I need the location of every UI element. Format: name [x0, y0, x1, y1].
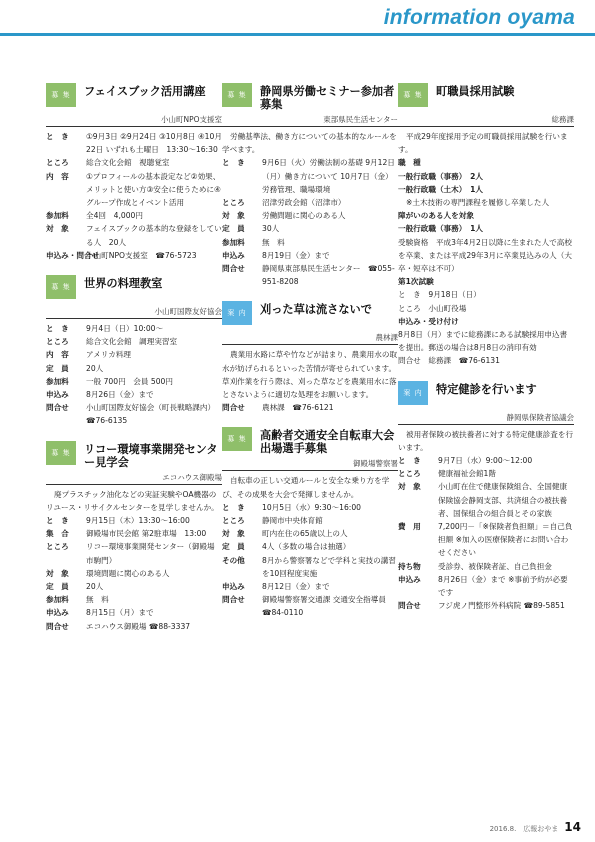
- info-row: [222, 262, 398, 288]
- info-line: ※土木技術の専門課程を履修し卒業した人: [406, 198, 550, 208]
- info-line: 職 種: [398, 158, 421, 168]
- info-value: 受診券、被保険者証、自己負担金: [438, 561, 552, 571]
- info-row: [46, 209, 222, 222]
- article-header: [398, 82, 574, 112]
- info-label: と き: [222, 502, 245, 512]
- info-value: 20人: [86, 363, 104, 373]
- article-header: [222, 82, 398, 112]
- column-middle: [222, 82, 398, 632]
- article-source: 総務課: [398, 114, 574, 127]
- article-source: 御殿場警察署: [222, 458, 398, 471]
- info-value: 9月6日（火）労働法制の基礎 9月12日（月）働き方について 10月7日（金）労務管理、職場環境: [262, 158, 395, 194]
- info-row: [222, 514, 398, 527]
- info-value: 小山町NPO支援室 ☎76-5723: [86, 250, 197, 260]
- info-label: 対 象: [222, 529, 245, 539]
- article-intro: 廃プラスチック油化などの実証実験やOA機器のリユース・リサイクルセンターを見学しませんか。: [46, 489, 219, 512]
- article-body: [398, 428, 574, 613]
- info-row: [222, 580, 398, 593]
- info-value: 町内在住の65歳以上の人: [262, 529, 348, 539]
- article-body: [398, 130, 574, 368]
- article-source: 小山町国際友好協会: [46, 306, 222, 319]
- info-line: 第1次試験: [398, 277, 434, 287]
- info-row: [398, 454, 574, 467]
- info-label: 参加料: [222, 237, 245, 247]
- article-body: [46, 322, 222, 428]
- info-line: 障がいのある人を対象: [398, 211, 474, 221]
- info-value: 小山町在住で健康保険組合、全国健康保険協会静岡支部、共済組合の被扶養者、国保組合の組合員とその家族: [438, 482, 568, 518]
- info-label: 申込み: [222, 582, 245, 592]
- info-row: [46, 362, 222, 375]
- info-row: [222, 401, 398, 414]
- info-row: [46, 567, 222, 580]
- info-row: [398, 560, 574, 573]
- info-label: 申込み: [46, 608, 69, 618]
- info-line: と き 9月18日（日）: [398, 290, 481, 300]
- article-title: 世界の料理教室: [84, 277, 163, 291]
- article-title: リコー環境事業開発センター見学会: [84, 442, 218, 469]
- info-row: [46, 170, 222, 210]
- column-left: [46, 82, 222, 645]
- info-value: 沼津労政会館（沼津市）: [262, 198, 346, 208]
- article-header: [398, 380, 574, 410]
- info-label: 参加料: [46, 595, 69, 605]
- article-intro: 労働基準法、働き方についての基本的なルールを学べます。: [222, 132, 397, 155]
- info-label: 対 象: [46, 568, 69, 578]
- category-tag: 募 集: [222, 427, 252, 451]
- page-header: [0, 0, 595, 40]
- info-label: と き: [398, 456, 421, 466]
- info-label: ところ: [46, 158, 69, 168]
- info-value: 静岡市中央体育館: [262, 516, 323, 526]
- info-label: 問合せ: [222, 264, 245, 274]
- info-row: [46, 156, 222, 169]
- article-title: 刈った草は流さないで: [260, 303, 372, 317]
- info-value: 健康福祉会館1階: [438, 469, 496, 479]
- info-label: ところ: [46, 337, 69, 347]
- info-value: 8月19日（金）まで: [262, 250, 330, 260]
- article-ricoh-tour: [46, 440, 222, 633]
- info-row: [222, 222, 398, 235]
- info-row: [46, 222, 222, 248]
- category-tag: 案 内: [222, 301, 252, 325]
- category-tag: 募 集: [222, 83, 252, 107]
- article-facebook: [46, 82, 222, 262]
- info-value: アメリカ料理: [86, 350, 132, 360]
- info-row: [46, 540, 222, 566]
- info-row: [398, 573, 574, 599]
- info-value: 無 料: [262, 237, 285, 247]
- article-body: [46, 130, 222, 262]
- info-line: ところ 小山町役場: [398, 303, 467, 313]
- info-row: [46, 620, 222, 633]
- info-label: 対 象: [222, 211, 245, 221]
- info-row: [222, 236, 398, 249]
- info-value: 全4回 4,000円: [86, 211, 143, 221]
- info-row: [46, 606, 222, 619]
- article-source: 農林課: [222, 332, 398, 345]
- info-value: 小山町国際友好協会（町長戦略課内）☎76-6135: [86, 403, 216, 426]
- article-body: [222, 130, 398, 288]
- info-value: 10月5日（水）9:30～16:00: [262, 502, 361, 512]
- info-label: 申込み・問合せ: [46, 250, 100, 260]
- info-row: [222, 527, 398, 540]
- article-bicycle: [222, 426, 398, 619]
- article-health-check: [398, 380, 574, 613]
- info-row: [46, 375, 222, 388]
- info-label: 集 合: [46, 529, 69, 539]
- info-line: 問合せ 総務課 ☎76-6131: [398, 356, 500, 366]
- info-row: [46, 322, 222, 335]
- info-line: 8月8日（月）までに総務課にある試験採用申込書を提出。郵送の場合は8月8日の消印有効: [398, 330, 568, 353]
- info-row: [46, 348, 222, 361]
- info-label: 申込み: [398, 574, 421, 584]
- info-value: リコー環境事業開発センター（御殿場市駒門）: [86, 542, 215, 565]
- info-value: ①プロフィールの基本設定など②効果、メリットと使い方③安全に使うために④グループ作成とイベント活用: [86, 171, 221, 208]
- info-row: [398, 599, 574, 612]
- info-value: 労働問題に関心のある人: [262, 211, 346, 221]
- article-title: 町職員採用試験: [436, 85, 515, 98]
- info-value: 御殿場警察署交通課 交通安全指導員 ☎84-0110: [262, 595, 386, 618]
- info-label: 定 員: [46, 582, 69, 592]
- info-row: [222, 593, 398, 619]
- info-label: 対 象: [46, 224, 69, 234]
- article-header: [46, 440, 222, 470]
- info-line: 申込み・受け付け: [398, 316, 459, 326]
- info-label: と き: [46, 324, 69, 334]
- info-value: 一般 700円 会員 500円: [86, 376, 173, 386]
- category-tag: 募 集: [46, 83, 76, 107]
- info-value: 8月26日（金）まで ※事前予約が必要です: [438, 574, 568, 598]
- info-row: [46, 249, 222, 262]
- info-value: 8月15日（月）まで: [86, 608, 154, 618]
- info-label: 対 象: [398, 482, 421, 492]
- article-intro: 被用者保険の被扶養者に対する特定健康診査を行います。: [398, 429, 574, 452]
- info-row: [398, 520, 574, 560]
- info-value: 環境問題に関心のある人: [86, 568, 170, 578]
- info-value: フジ虎ノ門整形外科病院 ☎89-5851: [438, 601, 565, 611]
- info-value: 9月7日（水）9:00～12:00: [438, 456, 533, 466]
- info-value: ①9月3日 ②9月24日 ③10月8日 ④10月22日 いずれも土曜日 13:30～16:30: [86, 132, 222, 155]
- info-value: 静岡県東部県民生活センター ☎055-951-8208: [262, 264, 395, 287]
- article-body: [222, 348, 398, 414]
- info-line: 一般行政職（事務） 2人: [398, 171, 484, 181]
- article-cooking: [46, 274, 222, 428]
- article-source: 静岡県保険者協議会: [398, 412, 574, 425]
- info-label: その他: [222, 555, 245, 565]
- article-intro: 自転車の正しい交通ルールと安全な乗り方を学び、その成果を大会で発揮しませんか。: [222, 476, 390, 499]
- article-body: [46, 488, 222, 633]
- info-row: [398, 480, 574, 520]
- article-header: [222, 300, 398, 330]
- info-value: 8月12日（金）まで: [262, 582, 330, 592]
- info-value: 4人（多数の場合は抽選）: [262, 542, 351, 552]
- info-row: [222, 209, 398, 222]
- article-body: [222, 474, 398, 619]
- info-value: 総合文化会館 調理実習室: [86, 337, 178, 347]
- info-label: と き: [222, 158, 245, 168]
- article-intro: 農業用水路に草や竹などが詰まり、農業用水の取水が妨げられるといった苦情が寄せられています。草刈作業を行う際は、刈った草などを農業用水に落とさないように適切な処理をお願いします。: [222, 350, 398, 400]
- info-row: [46, 527, 222, 540]
- info-label: と き: [46, 516, 69, 526]
- article-header: [222, 426, 398, 456]
- info-label: 問合せ: [398, 601, 421, 611]
- category-tag: 募 集: [398, 83, 428, 107]
- info-label: 費 用: [398, 522, 421, 532]
- header-title: information oyama: [383, 6, 575, 29]
- info-value: エコハウス御殿場 ☎88-3337: [86, 621, 191, 631]
- info-row: [46, 580, 222, 593]
- info-value: 9月4日（日）10:00～: [86, 324, 164, 334]
- info-label: 申込み: [46, 390, 69, 400]
- info-label: と き: [46, 132, 69, 141]
- info-label: 内 容: [46, 350, 69, 360]
- column-right: [398, 82, 574, 625]
- info-row: [46, 335, 222, 348]
- info-row: [222, 156, 398, 196]
- info-label: 持ち物: [398, 561, 421, 571]
- info-label: 申込み: [222, 250, 245, 260]
- category-tag: 募 集: [46, 441, 76, 465]
- info-label: 問合せ: [222, 403, 245, 413]
- category-tag: 募 集: [46, 275, 76, 299]
- info-label: 内 容: [46, 171, 69, 181]
- article-title: 特定健診を行います: [436, 382, 537, 396]
- article-source: エコハウス御殿場: [46, 472, 222, 485]
- info-line: 一般行政職（事務） 1人: [398, 224, 484, 234]
- info-value: 7,200円－「※保険者負担額」＝自己負担額 ※加入の医療保険者にお問い合わせください: [438, 522, 573, 558]
- info-label: ところ: [222, 516, 245, 526]
- footer-issue: 2016.8. 広報おやま: [489, 825, 559, 833]
- article-header: [46, 82, 222, 112]
- article-title: 高齢者交通安全自転車大会出場選手募集: [260, 429, 395, 456]
- info-label: ところ: [222, 198, 245, 208]
- info-row: [222, 501, 398, 514]
- info-value: 8月26日（金）まで: [86, 390, 154, 400]
- info-label: 問合せ: [222, 595, 245, 605]
- info-value: 御殿場市民会館 第2駐車場 13:00: [86, 529, 207, 539]
- info-row: [398, 467, 574, 480]
- info-value: 農林課 ☎76-6121: [262, 403, 334, 413]
- info-value: フェイスブックの基本的な登録をしている人 20人: [86, 224, 222, 247]
- info-value: 無 料: [86, 595, 109, 605]
- info-label: ところ: [398, 469, 421, 479]
- article-intro: 平成29年度採用予定の町職員採用試験を行います。: [398, 132, 568, 155]
- article-title: フェイスブック活用講座: [84, 85, 206, 98]
- article-header: [46, 274, 222, 304]
- info-row: [46, 514, 222, 527]
- info-label: 問合せ: [46, 403, 69, 413]
- info-label: ところ: [46, 542, 69, 552]
- article-staff-exam: [398, 82, 574, 368]
- category-tag: 案 内: [398, 381, 428, 405]
- article-source: 東部県民生活センター: [222, 114, 398, 127]
- page-number: 14: [564, 820, 581, 834]
- info-row: [46, 388, 222, 401]
- info-row: [46, 130, 222, 156]
- info-value: 30人: [262, 224, 280, 234]
- info-line: 一般行政職（土木） 1人: [398, 184, 484, 194]
- info-label: 定 員: [46, 363, 69, 373]
- article-title: 静岡県労働セミナー参加者募集: [260, 85, 395, 111]
- info-value: 総合文化会館 視聴覚室: [86, 158, 170, 168]
- info-row: [222, 554, 398, 580]
- info-row: [222, 196, 398, 209]
- info-value: 20人: [86, 582, 104, 592]
- page-footer: [490, 820, 581, 834]
- article-labor-seminar: [222, 82, 398, 288]
- article-grass: [222, 300, 398, 414]
- header-rule: [0, 33, 595, 36]
- info-line: 受験資格 平成3年4月2日以降に生まれた人で高校を卒業、または平成29年3月に卒業見込みの人（大卒・短卒は不可）: [398, 237, 572, 274]
- info-label: 定 員: [222, 542, 245, 552]
- info-value: 9月15日（木）13:30～16:00: [86, 516, 190, 526]
- info-label: 定 員: [222, 224, 245, 234]
- info-row: [46, 593, 222, 606]
- info-row: [222, 249, 398, 262]
- info-row: [222, 540, 398, 553]
- info-row: [46, 401, 222, 427]
- info-label: 問合せ: [46, 621, 69, 631]
- info-label: 参加料: [46, 211, 69, 221]
- info-label: 参加料: [46, 376, 69, 386]
- info-value: 8月から警察署などで学科と実技の講習を10回程度実施: [262, 555, 396, 578]
- article-source: 小山町NPO支援室: [46, 114, 222, 127]
